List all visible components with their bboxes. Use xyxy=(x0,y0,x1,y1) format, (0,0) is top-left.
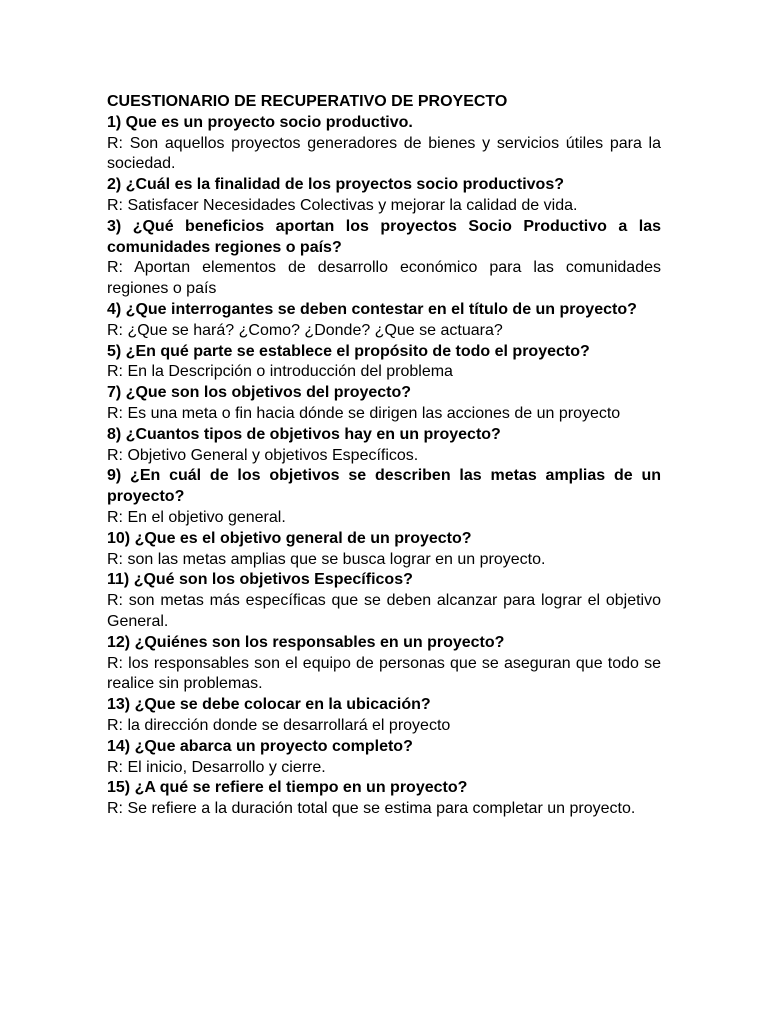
answer-text: R: Son aquellos proyectos generadores de bienes y servicios útiles para la sociedad. xyxy=(107,134,661,173)
question-text: 5) ¿En qué parte se establece el propósito de todo el proyecto? xyxy=(107,342,590,360)
qa-item xyxy=(107,175,661,217)
answer-text: R: Se refiere a la duración total que se estima para completar un proyecto. xyxy=(107,800,636,818)
answer-text: R: ¿Que se hará? ¿Como? ¿Donde? ¿Que se actuara? xyxy=(107,321,503,339)
answer-text: R: Objetivo General y objetivos Específicos. xyxy=(107,446,419,464)
question-text: 9) ¿En cuál de los objetivos se describen las metas amplias de un proyecto? xyxy=(107,467,661,506)
qa-item xyxy=(107,300,661,342)
document-title: CUESTIONARIO DE RECUPERATIVO DE PROYECTO xyxy=(107,93,508,110)
question-text: 8) ¿Cuantos tipos de objetivos hay en un proyecto? xyxy=(107,425,501,443)
question-text: 2) ¿Cuál es la finalidad de los proyectos socio productivos? xyxy=(107,176,564,194)
answer-text: R: Aportan elementos de desarrollo económico para las comunidades regiones o país xyxy=(107,259,661,298)
qa-item xyxy=(107,737,661,779)
qa-item xyxy=(107,217,661,300)
document-page xyxy=(107,92,661,820)
question-text: 3) ¿Qué beneficios aportan los proyectos Socio Productivo a las comunidades regiones o país? xyxy=(107,217,661,256)
qa-item xyxy=(107,466,661,528)
qa-item xyxy=(107,383,661,425)
answer-text: R: la dirección donde se desarrollará el proyecto xyxy=(107,716,451,734)
answer-text: R: En la Descripción o introducción del problema xyxy=(107,363,453,381)
answer-text: R: son las metas amplias que se busca lograr en un proyecto. xyxy=(107,550,546,568)
answer-text: R: El inicio, Desarrollo y cierre. xyxy=(107,758,326,776)
answer-text: R: Satisfacer Necesidades Colectivas y mejorar la calidad de vida. xyxy=(107,196,578,214)
qa-item xyxy=(107,778,661,820)
question-text: 7) ¿Que son los objetivos del proyecto? xyxy=(107,384,412,402)
question-text: 14) ¿Que abarca un proyecto completo? xyxy=(107,737,413,755)
qa-item xyxy=(107,695,661,737)
answer-text: R: En el objetivo general. xyxy=(107,508,286,526)
question-text: 12) ¿Quiénes son los responsables en un proyecto? xyxy=(107,633,505,651)
qa-item xyxy=(107,113,661,175)
qa-item xyxy=(107,529,661,571)
question-text: 11) ¿Qué son los objetivos Específicos? xyxy=(107,571,413,589)
question-text: 15) ¿A qué se refiere el tiempo en un proyecto? xyxy=(107,779,468,797)
qa-item xyxy=(107,633,661,695)
answer-text: R: son metas más específicas que se deben alcanzar para lograr el objetivo General. xyxy=(107,592,661,630)
qa-item xyxy=(107,425,661,467)
answer-text: R: Es una meta o fin hacia dónde se dirigen las acciones de un proyecto xyxy=(107,404,621,422)
answer-text: R: los responsables son el equipo de personas que se aseguran que todo se realice sin problemas. xyxy=(107,654,661,693)
qa-item xyxy=(107,570,661,632)
qa-item xyxy=(107,342,661,384)
question-text: 4) ¿Que interrogantes se deben contestar en el título de un proyecto? xyxy=(107,300,637,318)
question-text: 10) ¿Que es el objetivo general de un proyecto? xyxy=(107,529,472,547)
question-text: 1) Que es un proyecto socio productivo. xyxy=(107,113,413,131)
question-text: 13) ¿Que se debe colocar en la ubicación? xyxy=(107,696,431,714)
